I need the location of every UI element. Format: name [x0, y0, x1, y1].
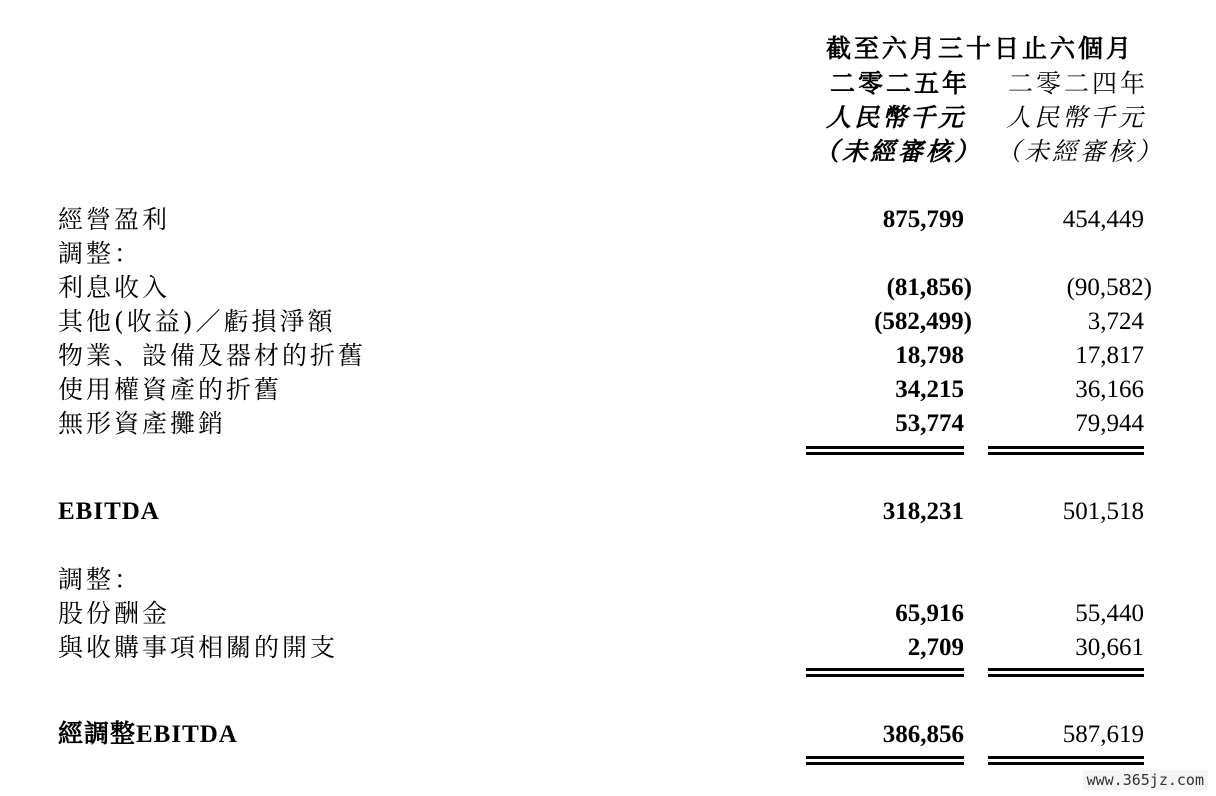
row-value-2024-intangible-amortisation: 79,944	[1075, 410, 1144, 437]
watermark: www.365jz.com	[1083, 770, 1208, 790]
double-underline-2024-c	[988, 756, 1144, 765]
year-2025-heading: 二零二五年	[830, 69, 971, 98]
row-label-acquisition-expenses: 與收購事項相關的開支	[58, 633, 339, 662]
row-value-2025-ebitda: 318,231	[882, 498, 964, 525]
double-underline-2025	[806, 446, 964, 455]
row-value-2024-adjusted-ebitda: 587,619	[1062, 721, 1144, 748]
unit-2025-heading: 人民幣千元	[826, 103, 967, 132]
row-label-ebitda: EBITDA	[58, 498, 160, 525]
row-value-2025-other-gains-losses: (582,499)	[874, 308, 972, 335]
row-label-adjustments-2: 調整：	[58, 565, 143, 594]
row-value-2025-interest-income: (81,856)	[886, 274, 972, 301]
row-value-2024-interest-income: (90,582)	[1066, 274, 1152, 301]
double-underline-2025-b	[806, 668, 964, 677]
row-label-rou-depreciation: 使用權資產的折舊	[58, 375, 283, 404]
row-value-2024-ppe-depreciation: 17,817	[1075, 342, 1144, 369]
row-value-2025-intangible-amortisation: 53,774	[895, 410, 964, 437]
row-value-2025-acquisition-expenses: 2,709	[907, 634, 964, 661]
row-value-2025-adjusted-ebitda: 386,856	[882, 721, 964, 748]
row-value-2024-rou-depreciation: 36,166	[1075, 376, 1144, 403]
audit-2025-heading: （未經審核）	[814, 137, 983, 166]
row-label-other-gains-losses: 其他(收益)／虧損淨額	[58, 307, 336, 336]
row-value-2025-rou-depreciation: 34,215	[895, 376, 964, 403]
row-label-ppe-depreciation: 物業、設備及器材的折舊	[58, 341, 367, 370]
row-value-2025-operating-profit: 875,799	[882, 206, 964, 233]
audit-2024-heading: （未經審核）	[996, 137, 1165, 166]
row-label-operating-profit: 經營盈利	[58, 205, 171, 234]
row-label-interest-income: 利息收入	[58, 273, 171, 302]
row-value-2024-operating-profit: 454,449	[1062, 206, 1144, 233]
row-value-2025-ppe-depreciation: 18,798	[895, 342, 964, 369]
period-heading: 截至六月三十日止六個月	[826, 34, 1135, 63]
row-value-2024-other-gains-losses: 3,724	[1087, 308, 1144, 335]
row-value-2024-ebitda: 501,518	[1062, 498, 1144, 525]
row-value-2024-share-compensation: 55,440	[1075, 600, 1144, 627]
row-value-2025-share-compensation: 65,916	[895, 600, 964, 627]
double-underline-2024-b	[988, 668, 1144, 677]
unit-2024-heading: 人民幣千元	[1006, 103, 1147, 132]
double-underline-2025-c	[806, 756, 964, 765]
row-label-adjusted-ebitda: 經調整EBITDA	[58, 721, 238, 748]
row-label-intangible-amortisation: 無形資產攤銷	[58, 409, 227, 438]
row-value-2024-acquisition-expenses: 30,661	[1075, 634, 1144, 661]
row-label-share-compensation: 股份酬金	[58, 599, 171, 628]
row-label-adjustments-1: 調整：	[58, 239, 143, 268]
year-2024-heading: 二零二四年	[1008, 69, 1149, 98]
double-underline-2024	[988, 446, 1144, 455]
